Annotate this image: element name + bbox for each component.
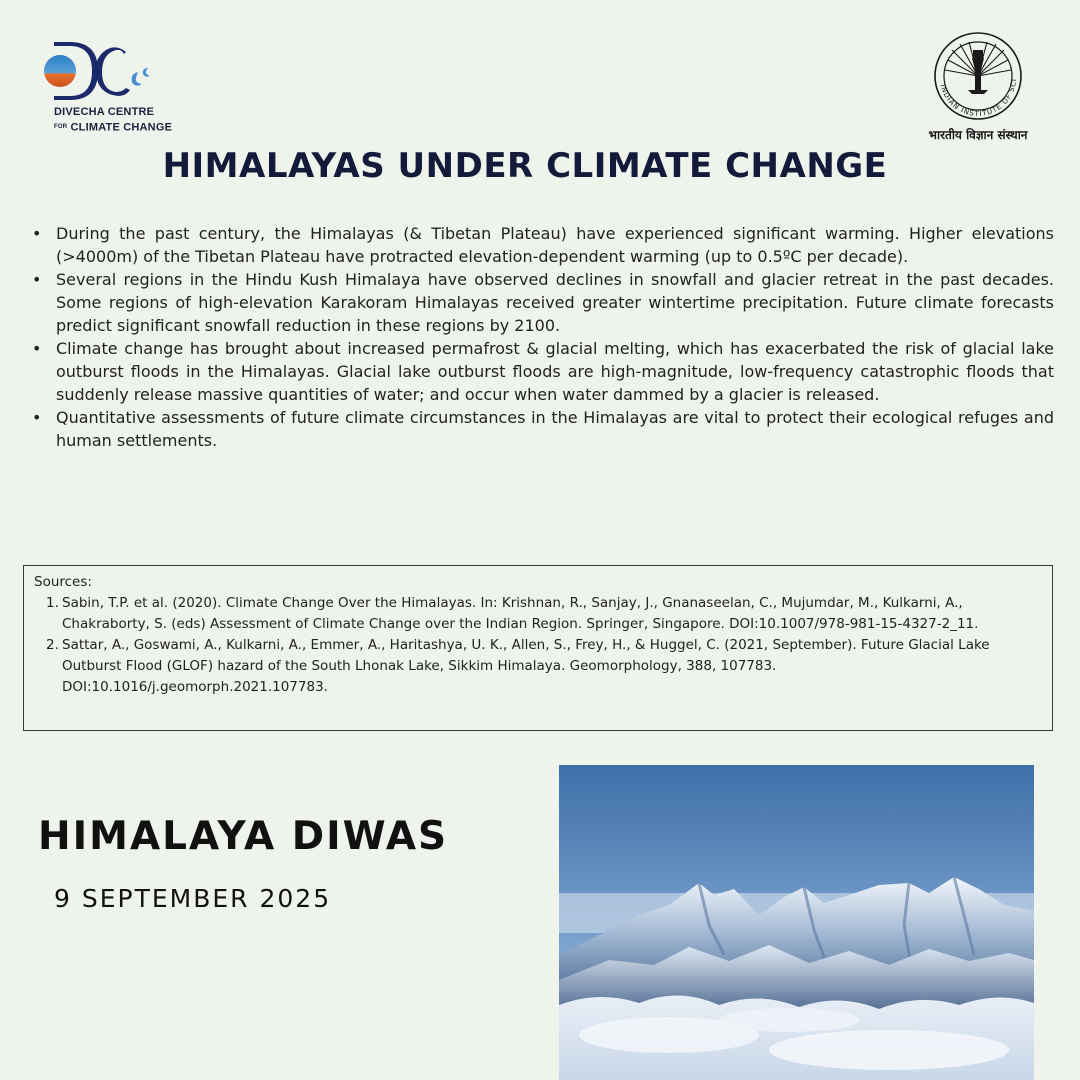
- bullet-list: [28, 222, 1054, 452]
- source-number: 1.: [46, 595, 59, 611]
- iisc-hindi-name: भारतीय विज्ञान संस्थान: [928, 128, 1028, 142]
- divecha-centre-logo: [40, 38, 173, 138]
- source-item: [34, 593, 1042, 635]
- iisc-ring-text: INDIAN INSTITUTE OF SCI: [938, 77, 1019, 119]
- bullet-item: • Several regions in the Hindu Kush Himalaya have observed declines in snowfall and glacier retreat in the past decades. Some regions of high-elevation Karakoram Himalayas received greater wintertime precipitation. Future climate forecasts predict significant snowfall reduction in these regions by 2100.: [28, 268, 1054, 337]
- divecha-line1: DIVECHA CENTRE: [54, 106, 155, 118]
- sources-heading: Sources:: [34, 574, 92, 590]
- divecha-line2-prefix: FOR: [54, 124, 68, 130]
- himalaya-mountains-image: [559, 765, 1034, 1080]
- bullet-item: • Climate change has brought about increased permafrost & glacial melting, which has exacerbated the risk of glacial lake outburst floods in the Himalayas. Glacial lake outburst floods are high-magnitude, low-frequency catastrophic floods that suddenly release massive quantities of water; and occur when water dammed by a glacier is released.: [28, 337, 1054, 406]
- divecha-logo-mark: [40, 38, 160, 110]
- himalaya-photo: [559, 765, 1034, 1080]
- event-name: HIMALAYA DIWAS: [38, 814, 449, 859]
- sources-box: [23, 565, 1053, 731]
- event-date: 9 SEPTEMBER 2025: [54, 884, 332, 913]
- source-number: 2.: [46, 637, 59, 653]
- source-text: Sattar, A., Goswami, A., Kulkarni, A., Emmer, A., Haritashya, U. K., Allen, S., Frey, H., & Huggel, C. (2021, September). Future Glacial Lake Outburst Flood (GLOF) hazard of the South Lhonak Lake, Sikkim Himalaya. Geomorphology, 388, 107783. DOI:10.1016/j.geomorph.2021.107783.: [62, 637, 990, 695]
- source-text: Sabin, T.P. et al. (2020). Climate Change Over the Himalayas. In: Krishnan, R., Sanjay, J., Gnanaseelan, C., Mujumdar, M., Kulkarni, A., Chakraborty, S. (eds) Assessment of Climate Change over the Indian Region. Springer, Singapore. DOI:10.1007/978-981-15-4327-2_11.: [62, 595, 979, 632]
- iisc-logo: [918, 30, 1038, 150]
- page-title: HIMALAYAS UNDER CLIMATE CHANGE: [162, 146, 888, 186]
- iisc-emblem: [918, 30, 1038, 126]
- bullet-item: • Quantitative assessments of future climate circumstances in the Himalayas are vital to protect their ecological refuges and human settlements.: [28, 406, 1054, 452]
- divecha-line2-main: CLIMATE CHANGE: [70, 121, 173, 134]
- sources-list: [34, 593, 1042, 698]
- bullet-item: • During the past century, the Himalayas (& Tibetan Plateau) have experienced significant warming. Higher elevations (>4000m) of the Tibetan Plateau have protracted elevation-dependent warming (up to 0.5ºC per decade).: [28, 222, 1054, 268]
- source-item: [34, 635, 1042, 698]
- divecha-line2: [54, 121, 172, 134]
